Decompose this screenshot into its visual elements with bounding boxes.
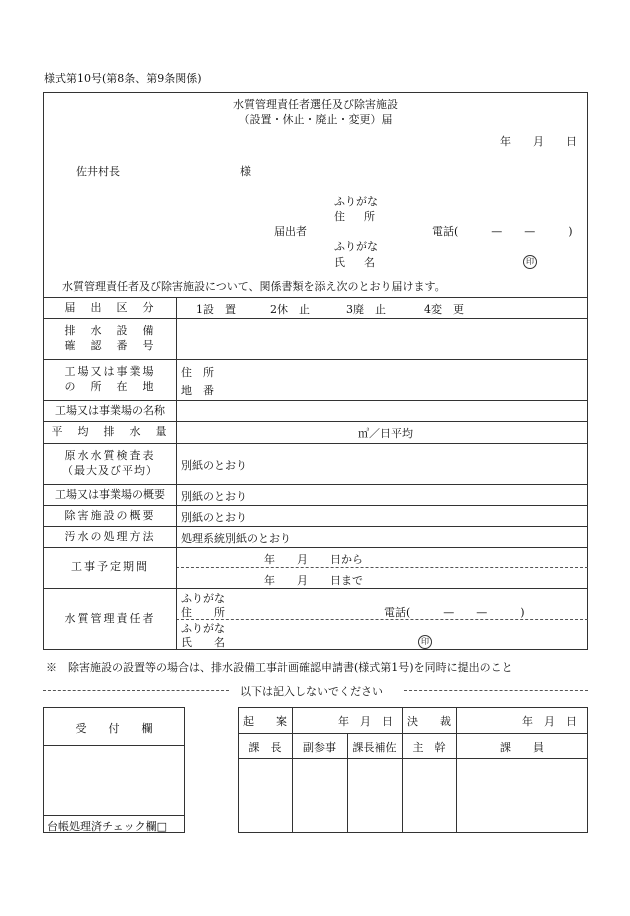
applicant-name-label: 氏 名 — [334, 256, 379, 269]
statement: 水質管理責任者及び除害施設について、関係書類を添え次のとおり届けます。 — [62, 280, 446, 293]
note: ※ 除害施設の設置等の場合は、排水設備工事計画確認申請書(様式第1号)を同時に提出のこと — [46, 661, 513, 674]
approval-col-divider — [292, 707, 293, 733]
approval-divider — [238, 758, 588, 759]
ledger-check[interactable]: 台帳処理済チェック欄□ — [47, 820, 168, 833]
row-divider — [43, 526, 588, 527]
reception-divider — [43, 815, 185, 816]
office-use-divider-right — [404, 690, 588, 691]
label-facility-overview: 除害施設の概要 — [64, 509, 156, 522]
row-divider — [43, 588, 588, 589]
label-water-quality-2: （最大及び平均） — [62, 464, 158, 477]
manager-address-label: 住 所 — [181, 606, 225, 619]
filing-type-option[interactable]: 2休 止 — [270, 303, 310, 316]
label-water-quality-1: 原水水質検査表 — [64, 449, 156, 462]
approval-col-divider — [456, 707, 457, 833]
filing-type-option[interactable]: 3廃 止 — [346, 303, 386, 316]
label-confirm-number-2: 確 認 番 号 — [64, 339, 156, 352]
label-filing-type: 届 出 区 分 — [64, 301, 156, 314]
drafted-date: 年 月 日 — [338, 715, 393, 728]
business-overview-value: 別紙のとおり — [181, 490, 247, 503]
row-divider — [43, 505, 588, 506]
manager-seal — [418, 634, 432, 649]
role-staff: 課 員 — [500, 741, 544, 754]
row-divider — [43, 443, 588, 444]
column-divider — [176, 297, 177, 650]
filing-date: 年 月 日 — [500, 135, 577, 148]
reception-divider — [43, 745, 185, 746]
form-title-line1: 水質管理責任者選任及び除害施設 — [233, 98, 398, 111]
label-location-2: の 所 在 地 — [64, 380, 156, 393]
discharge-unit: ㎥／日平均 — [358, 427, 413, 440]
role-supervisor: 主 幹 — [412, 741, 446, 754]
row-divider — [43, 297, 588, 298]
location-lot-label: 地 番 — [181, 384, 214, 397]
role-deputy: 副参事 — [303, 741, 336, 754]
facility-overview-value: 別紙のとおり — [181, 511, 247, 524]
location-address-label: 住 所 — [181, 366, 214, 379]
seal-icon: 印 — [418, 635, 432, 649]
applicant-role: 届出者 — [274, 225, 307, 238]
recipient-honorific: 様 — [240, 165, 251, 178]
label-location-1: 工場又は事業場 — [64, 365, 156, 378]
manager-name-label: 氏 名 — [181, 636, 225, 649]
applicant-furigana-name: ふりがな — [334, 240, 378, 253]
manager-furigana: ふりがな — [181, 592, 225, 605]
label-construction-period: 工事予定期間 — [71, 560, 149, 573]
recipient: 佐井村長 — [76, 165, 120, 178]
seal-icon: 印 — [523, 255, 537, 269]
row-divider — [43, 400, 588, 401]
label-treatment-method: 汚水の処理方法 — [64, 530, 156, 543]
office-use-heading: 以下は記入しないでください — [240, 685, 383, 698]
manager-phone: 電話( — — ) — [384, 606, 525, 619]
label-manager: 水質管理責任者 — [64, 612, 156, 625]
manager-furigana-name: ふりがな — [181, 622, 225, 635]
label-average-discharge: 平 均 排 水 量 — [51, 425, 169, 438]
water-quality-value: 別紙のとおり — [181, 459, 247, 472]
role-assistant-chief: 課長補佐 — [352, 741, 397, 754]
row-divider — [43, 421, 588, 422]
row-divider — [43, 318, 588, 319]
decided-label: 決 裁 — [407, 715, 451, 728]
filing-type-option[interactable]: 1設 置 — [196, 303, 236, 316]
applicant-furigana: ふりがな — [334, 195, 378, 208]
row-divider — [43, 484, 588, 485]
decided-date: 年 月 日 — [522, 715, 577, 728]
applicant-address-label: 住 所 — [334, 210, 379, 223]
applicant-phone: 電話( — — ) — [432, 225, 573, 238]
form-title-line2: （設置・休止・廃止・変更）届 — [238, 113, 393, 126]
label-business-name: 工場又は事業場の名称 — [55, 404, 165, 417]
row-subdivider — [176, 567, 588, 568]
applicant-seal — [523, 254, 537, 269]
reception-title: 受 付 欄 — [75, 722, 153, 735]
period-from: 年 月 日から — [264, 553, 363, 566]
row-divider — [43, 547, 588, 548]
drafted-label: 起 案 — [243, 715, 287, 728]
row-subdivider — [176, 619, 588, 620]
row-divider — [43, 359, 588, 360]
approval-divider — [238, 733, 588, 734]
label-business-overview: 工場又は事業場の概要 — [55, 488, 165, 501]
filing-type-option[interactable]: 4変 更 — [424, 303, 464, 316]
treatment-method-value: 処理系統別紙のとおり — [181, 532, 291, 545]
label-confirm-number-1: 排 水 設 備 — [64, 324, 156, 337]
form-number: 様式第10号(第8条、第9条関係) — [44, 72, 202, 85]
period-to: 年 月 日まで — [264, 574, 363, 587]
role-section-chief: 課 長 — [248, 741, 282, 754]
office-use-divider-left — [43, 690, 229, 691]
